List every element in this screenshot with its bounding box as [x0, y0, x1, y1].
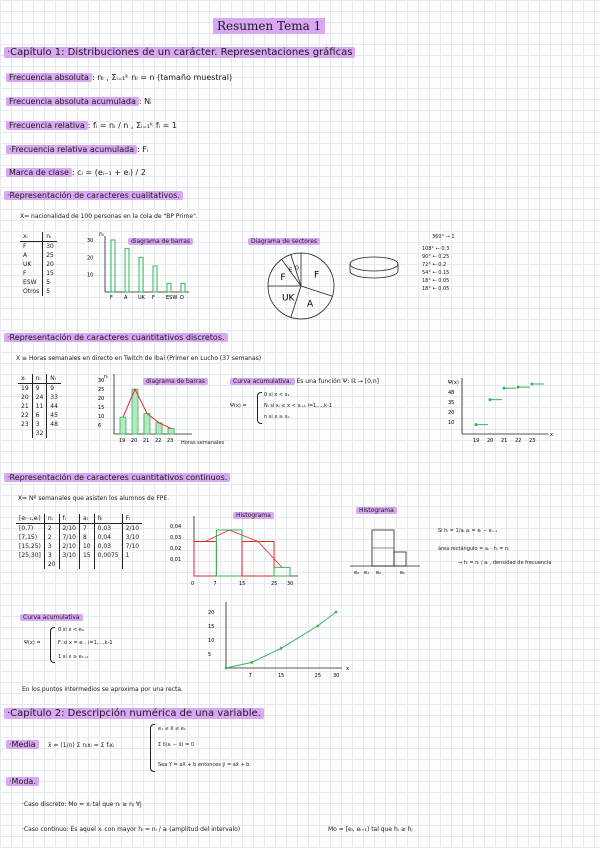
disc-piece-1: 0 si x < x₁: [264, 392, 290, 398]
x-tick-label: 30: [333, 673, 340, 679]
disc-heading: ·Representación de caracteres cuantitativos discretos.: [4, 333, 228, 343]
deg-item: 18° ← 0.05: [422, 286, 450, 292]
deg-item: 90° ← 0.25: [422, 254, 450, 260]
qual-table-cell: 30: [43, 242, 57, 252]
bar: [156, 423, 162, 434]
y-tick-label: 30: [87, 238, 94, 244]
mean-prop-1: e₁ ≤ x̄ ≤ eₖ: [158, 726, 186, 732]
cont-table-cell: 20: [44, 560, 59, 569]
x-tick-label: e₂: [376, 570, 382, 576]
disc-brace: [257, 392, 262, 424]
disc-table-row: [18, 411, 61, 420]
cont-table-cell: 2: [44, 533, 59, 542]
cont-table-cell: 0,0075: [94, 551, 122, 560]
mode-discrete: ·Caso discreto: Mo = xᵢ tal que nᵢ ≥ nⱼ ∀j: [22, 801, 142, 808]
y-tick-label: 0,01: [170, 557, 182, 563]
mean-brace: [150, 724, 155, 772]
cont-table-cell: [59, 560, 79, 569]
mean-prop-3: Sea Y = aX + b entonces ȳ = ax̄ + b.: [158, 762, 251, 768]
y-tick-label: 20: [98, 396, 105, 402]
cont-table-cell: 3/10: [122, 533, 142, 542]
cont-table-row: [16, 560, 142, 569]
x-tick-label: 22: [515, 438, 522, 444]
bar: [132, 389, 138, 434]
cont-table-header: Fᵢ: [122, 514, 142, 524]
y-tick-label: 10: [448, 420, 455, 426]
y-tick-label: 35: [448, 400, 455, 406]
ogive-point: [250, 661, 253, 664]
abs-freq-def: Frecuencia absoluta : nᵢ , Σᵢ₌₁ᵏ nᵢ = n (tamaño muestral): [6, 73, 232, 83]
y-tick-label: 20: [208, 610, 215, 616]
y-tick-label: 10: [87, 272, 94, 279]
ogive-title: Curva acumulativa: [20, 614, 83, 621]
step-point: [489, 398, 492, 401]
ogive-piece-3: 1 si x ≥ eₖ₊₁: [58, 654, 89, 660]
bar: [111, 240, 115, 292]
x-tick-label: 7: [213, 581, 217, 587]
bar: [167, 283, 171, 292]
bar: [120, 417, 126, 434]
cont-table-header: fᵢ: [59, 514, 79, 524]
hist-note-1: Si hᵢ = 1/aᵢ aᵢ = eᵢ − eᵢ₋₁: [438, 528, 498, 534]
disc-table-header: nᵢ: [32, 374, 47, 384]
x-tick-label: 0: [191, 581, 195, 587]
x-tick-label: 21: [143, 438, 150, 444]
qual-heading: ·Representación de caracteres cualitativos.: [4, 191, 183, 201]
ogive-point: [316, 625, 319, 628]
disc-table-cell: 19: [21, 385, 29, 392]
disc-table-cell: 9: [32, 384, 47, 394]
y-tick-label: 20: [87, 255, 94, 262]
hist2-title: Histograma: [356, 507, 397, 514]
x-axis-label: x: [346, 666, 349, 672]
qual-table-cell: F: [23, 243, 27, 250]
disc-table-row: [18, 384, 61, 394]
x-tick-label: UK: [138, 295, 145, 301]
ogive-point: [280, 647, 283, 650]
x-tick-label: F: [152, 295, 155, 301]
cont-table-cell: 0,04: [94, 533, 122, 542]
disc-table-cell: 3: [32, 420, 47, 429]
cont-table-cell: 8: [79, 533, 94, 542]
y-tick-label: 6: [98, 423, 102, 429]
hist-note-2: área rectángulo = aᵢ · hᵢ = nᵢ: [438, 546, 510, 552]
disc-table-cell: 20: [21, 394, 29, 401]
x-tick-label: 22: [155, 438, 162, 444]
disc-table-cell: [18, 429, 32, 438]
disc-table-row: [18, 429, 61, 438]
cont-table-cell: 3: [44, 551, 59, 560]
pie-3d-sketch: [348, 255, 400, 281]
qual-table-cell: UK: [23, 261, 32, 268]
disc-piece-lhs: Ψ(x) =: [230, 403, 247, 409]
pie-label: O: [294, 265, 299, 272]
y-axis-label: nᵢ: [104, 374, 109, 380]
disc-table-cell: [47, 429, 61, 438]
cont-table-cell: 0,03: [94, 524, 122, 534]
x-tick-label: e₁: [364, 570, 370, 576]
disc-table-cell: 22: [21, 412, 29, 419]
cont-table-header: nᵢ: [44, 514, 59, 524]
qual-table-cell: 25: [43, 251, 57, 260]
step-point: [531, 383, 534, 386]
x-tick-label: 25: [271, 581, 278, 587]
y-tick-label: 15: [208, 624, 215, 630]
y-tick-label: 0,02: [170, 546, 182, 552]
cont-table-cell: 2/10: [122, 524, 142, 534]
mean-prop-2: Σ fᵢ(xᵢ − x̄) = 0: [158, 742, 195, 748]
x-tick-label: eₖ: [400, 570, 406, 576]
qual-table-cell: 20: [43, 260, 57, 269]
pie-label: A: [306, 299, 314, 310]
page-title: Resumen Tema 1: [213, 21, 325, 31]
disc-table-cell: 23: [21, 421, 29, 428]
bar: [139, 257, 143, 292]
disc-bar-title: diagrama de barras: [143, 378, 208, 385]
mode-continuous: ·Caso continuo: Es aquel xᵢ con mayor hᵢ = nᵢ / aᵢ (amplitud del intervalo): [22, 826, 241, 833]
bar: [125, 249, 129, 292]
cont-histogram: [170, 512, 310, 588]
cont-heading: ·Representación de caracteres cuantitativos continuos.: [4, 473, 230, 483]
cont-table-cell: 3: [44, 542, 59, 551]
cont-table-cell: [15,25): [19, 543, 41, 550]
cont-table-cell: 15: [79, 551, 94, 560]
cont-table-cell: [94, 560, 122, 569]
deg-item: 54° ← 0.15: [422, 270, 450, 276]
qual-table-cell: Otros: [23, 288, 40, 295]
step-point: [503, 387, 506, 390]
cont-table-cell: 2/10: [59, 524, 79, 534]
cont-table-cell: 7/10: [122, 542, 142, 551]
cont-table-cell: 7/10: [59, 533, 79, 542]
pie-label: UK: [281, 293, 295, 304]
x-tick-label: 25: [314, 673, 322, 679]
disc-table-row: [18, 402, 61, 411]
qual-table-cell: 15: [43, 269, 57, 278]
cont-table-cell: 2: [44, 524, 59, 534]
cont-example: X= Nº semanales que asisten los alumnos de FPE.: [18, 495, 170, 502]
x-tick-label: A: [124, 295, 128, 301]
y-tick-label: 48: [448, 390, 455, 396]
histogram-bar: [274, 567, 290, 576]
x-tick-label: O: [180, 295, 184, 301]
x-tick-label: F: [110, 295, 113, 301]
cont-table-row: [16, 551, 142, 560]
disc-step-chart: [444, 376, 554, 448]
disc-table-cell: 21: [21, 403, 29, 410]
cont-table-cell: 3/10: [59, 551, 79, 560]
cont-table-cell: [122, 560, 142, 569]
disc-table-cell: 32: [32, 429, 47, 438]
y-tick-label: 0,04: [170, 524, 182, 530]
bar: [153, 266, 157, 292]
y-tick-label: 5: [208, 652, 212, 658]
ogive-point: [225, 667, 228, 670]
disc-curve-title: Curva acumulativa. Es una función Ψ: ℝ → [0,n]: [230, 378, 379, 385]
y-tick-label: 0,03: [170, 535, 182, 541]
bar: [168, 428, 174, 434]
disc-table-cell: 6: [32, 411, 47, 420]
disc-piece-2: Nᵢ si xᵢ ≤ x < xᵢ₊₁ i=1,...,k-1: [264, 403, 333, 409]
qual-table-row: [20, 278, 57, 287]
disc-example: X ≡ Horas semanales en directo en Twitch de Ibai (Primer en Lucho (37 semanas): [16, 355, 262, 362]
ogive-point: [335, 611, 338, 614]
y-tick-label: 10: [208, 638, 215, 644]
disc-table-header: xᵢ: [18, 374, 32, 384]
cont-table-cell: 10: [79, 542, 94, 551]
x-tick-label: 19: [473, 438, 480, 444]
histogram-bar: [242, 542, 274, 577]
chapter-2-heading: ·Capítulo 2: Descripción numérica de una variable.: [4, 708, 264, 720]
disc-table-cell: 44: [47, 402, 61, 411]
x-tick-label: e₀: [354, 570, 360, 576]
x-tick-label: 7: [248, 673, 252, 679]
qual-table-row: [20, 260, 57, 269]
x-axis-label: x: [550, 432, 553, 438]
y-axis-label: Ψ(x): [448, 380, 459, 386]
x-tick-label: 20: [131, 438, 138, 444]
cont-table-row: [16, 533, 142, 542]
histogram-bar: [394, 552, 406, 566]
disc-table-cell: 9: [47, 384, 61, 394]
qual-table-row: [20, 287, 57, 296]
y-axis-label: nᵢ: [99, 231, 104, 238]
qual-table-cell: ESW: [23, 279, 37, 286]
pie-label: F: [314, 270, 320, 281]
generic-histogram: [350, 516, 422, 576]
ogive-chart: [204, 600, 350, 682]
cont-table-header: hᵢ: [94, 514, 122, 524]
x-tick-label: 15: [239, 581, 246, 587]
disc-table-header: Nᵢ: [47, 374, 61, 384]
disc-table-cell: 45: [47, 411, 61, 420]
class-mark-def: Marca de clase : cᵢ = (eᵢ₋₁ + eᵢ) / 2: [6, 168, 146, 178]
cont-table-row: [16, 524, 142, 534]
disc-axis-label: Horas semanales: [181, 440, 225, 446]
pie-label: F: [280, 273, 286, 284]
disc-piece-3: n si x ≥ xₖ: [264, 414, 290, 420]
step-point: [475, 423, 478, 426]
ogive-brace: [50, 627, 55, 663]
disc-table-cell: 24: [32, 393, 47, 402]
bar: [144, 413, 150, 434]
pie-slice: [301, 286, 332, 296]
cont-table-cell: 0,03: [94, 542, 122, 551]
x-tick-label: 30: [287, 581, 294, 587]
abs-cum-def: Frecuencia absoluta acumulada : Nᵢ: [6, 97, 152, 107]
qual-table-cell: A: [23, 252, 28, 259]
deg-rule: 360° → 1: [432, 234, 455, 240]
x-tick-label: 23: [167, 438, 174, 444]
chapter-1-heading: ·Capítulo 1: Distribuciones de un carácter. Representaciones gráficas: [4, 47, 355, 59]
mean-label: ·Media: [6, 740, 39, 750]
qual-example: X= nacionalidad de 100 personas en la cola de "BP Prime".: [20, 213, 198, 220]
cont-table-cell: [25,30]: [19, 552, 41, 559]
mode-continuous-2: Mo = [eᵢ, eᵢ₊₁) tal que hᵢ ≥ hⱼ: [328, 826, 413, 833]
qual-table: [20, 232, 57, 296]
x-tick-label: ESW: [166, 295, 178, 301]
deg-item: 108° ← 0.3: [422, 246, 450, 252]
mean-formula: x̄ = (1/n) Σ nᵢxᵢ = Σ fᵢxᵢ: [48, 742, 115, 749]
qual-table-cell: 5: [43, 278, 57, 287]
x-tick-label: 23: [529, 438, 536, 444]
qual-bar-title: diagrama de barras: [128, 238, 193, 245]
qual-table-row: [20, 251, 57, 260]
cont-table-cell: 7: [79, 524, 94, 534]
disc-table-cell: 11: [32, 402, 47, 411]
qual-table-row: [20, 242, 57, 252]
qual-table-cell: F: [23, 270, 27, 277]
cont-table-cell: [7,15): [19, 534, 38, 541]
cont-table-row: [16, 542, 142, 551]
qual-table-cell: 5: [43, 287, 57, 296]
step-point: [517, 386, 520, 389]
hist-note-3: ⇒ hᵢ = nᵢ / aᵢ , densidad de frecuencia: [458, 560, 552, 566]
x-tick-label: 19: [119, 438, 126, 444]
bar: [181, 283, 185, 292]
disc-table-row: [18, 420, 61, 429]
x-tick-label: 15: [278, 673, 285, 679]
disc-table: [18, 374, 61, 438]
y-tick-label: 25: [98, 387, 105, 393]
cont-table-cell: [16, 560, 44, 569]
pie-label: E: [289, 267, 293, 274]
cont-table-cell: 1: [122, 551, 142, 560]
deg-item: 72° ← 0.2: [422, 262, 447, 268]
disc-table-cell: 48: [47, 420, 61, 429]
histogram-bar: [194, 542, 216, 577]
disc-table-cell: 33: [47, 393, 61, 402]
rel-cum-def: ·Frecuencia relativa acumulada : Fᵢ: [6, 145, 148, 155]
mode-label: ·Moda.: [6, 777, 39, 787]
qual-table-header: nᵢ: [43, 232, 57, 242]
rel-freq-def: Frecuencia relativa : fᵢ = nᵢ / n , Σᵢ₌₁ᵏ fᵢ = 1: [6, 121, 177, 131]
histogram-bar: [216, 530, 242, 576]
cont-table: [16, 514, 142, 569]
ogive-note: En los puntos intermedios se aproxima por una recta.: [22, 686, 183, 693]
pie-title: Diagrama de sectores: [248, 238, 320, 245]
disc-table-row: [18, 393, 61, 402]
ogive-lhs: Ψ(x) =: [24, 640, 41, 646]
cont-table-cell: 2/10: [59, 542, 79, 551]
x-tick-label: 21: [501, 438, 508, 444]
y-tick-label: 30: [98, 378, 105, 384]
pie-chart: [265, 250, 337, 322]
ogive-piece-1: 0 si x < e₀: [58, 627, 84, 633]
cont-table-cell: [0,7): [19, 525, 34, 532]
cont-table-cell: [79, 560, 94, 569]
cont-table-header: [eᵢ₋₁,eᵢ): [16, 514, 44, 524]
ogive-line: [226, 612, 336, 668]
y-tick-label: 20: [448, 410, 455, 416]
x-tick-label: 20: [487, 438, 494, 444]
qual-table-header: xᵢ: [20, 232, 43, 242]
y-tick-label: 15: [98, 405, 105, 411]
deg-item: 18° ← 0.05: [422, 278, 450, 284]
cont-hist-title: Histograma: [233, 512, 274, 519]
y-tick-label: 10: [98, 414, 105, 420]
cont-table-header: aᵢ: [79, 514, 94, 524]
qual-table-row: [20, 269, 57, 278]
ogive-piece-2: Fᵢ si x = eᵢ , i=1,...,k-1: [58, 640, 113, 646]
